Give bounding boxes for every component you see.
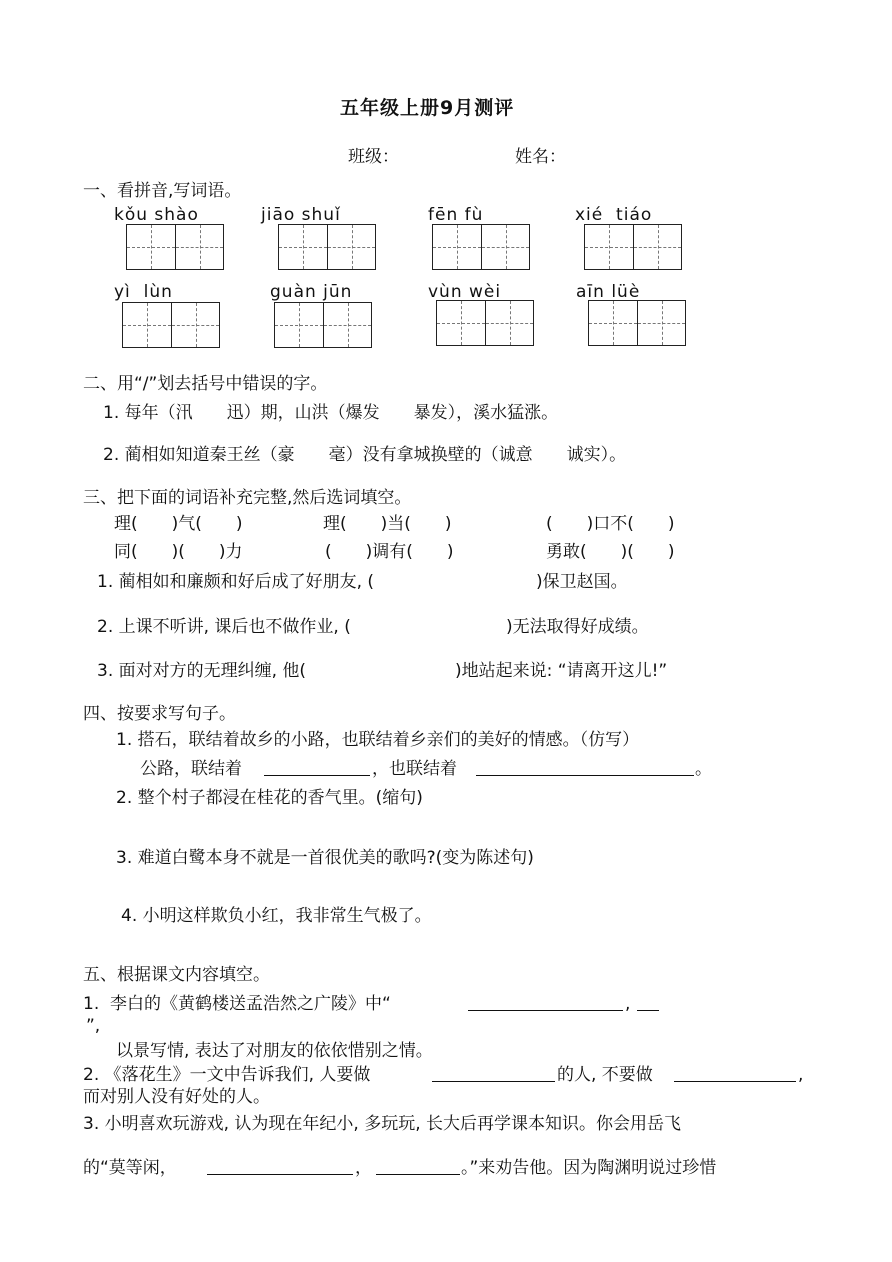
pinyin-1: kǒu shào: [114, 205, 199, 225]
sec2-question-1: 1. 每年（汛 迅）期，山洪（爆发 暴发），溪水猛涨。: [103, 403, 559, 423]
word-fill-6: 勇敢( )( ): [546, 542, 675, 562]
tianzige-1[interactable]: [126, 224, 224, 270]
section-5-heading: 五、根据课文内容填空。: [83, 965, 270, 985]
sec4-question-1: 1. 搭石，联结着故乡的小路，也联结着乡亲们的美好的情感。（仿写）: [116, 730, 640, 750]
pinyin-8: aīn lüè: [576, 282, 641, 302]
word-fill-2: 理( )当( ): [323, 514, 452, 534]
pinyin-3: fēn fù: [428, 205, 484, 225]
sec3-sentence-2-end: )无法取得好成绩。: [506, 617, 649, 637]
sec4-q1-prefix: 公路，联结着: [140, 759, 242, 779]
sec5-q1-comma: ,: [625, 994, 631, 1014]
sec5-q2-blank-2[interactable]: [674, 1063, 796, 1082]
sec5-q1-close: ”,: [86, 1016, 101, 1036]
pinyin-5: yì lùn: [114, 282, 173, 302]
sec5-q3-end: 。”来劝告他。因为陶渊明说过珍惜: [461, 1158, 717, 1178]
sec4-question-2: 2. 整个村子都浸在桂花的香气里。(缩句): [116, 788, 423, 808]
sec5-q3-start: 的“莫等闲，: [83, 1158, 177, 1178]
sec3-sentence-1-start: 1. 蔺相如和廉颇和好后成了好朋友, (: [97, 572, 375, 592]
pinyin-2: jiāo shuǐ: [261, 205, 341, 225]
section-1-heading: 一、看拼音,写词语。: [83, 181, 242, 201]
sec4-q1-blank-1[interactable]: [264, 757, 370, 776]
word-fill-4: 同( )( )力: [114, 542, 243, 562]
sec5-q1-blank-2[interactable]: [637, 992, 659, 1011]
sec3-sentence-3-start: 3. 面对对方的无理纠缠, 他(: [97, 661, 307, 681]
sec5-q1-blank-1[interactable]: [468, 992, 623, 1011]
sec3-sentence-1-end: )保卫赵国。: [536, 572, 628, 592]
sec5-q2-middle: 的人, 不要做: [557, 1065, 653, 1085]
class-label: 班级：: [348, 147, 399, 167]
sec5-q2-blank-1[interactable]: [432, 1063, 555, 1082]
sec5-q3-comma: ，: [355, 1158, 372, 1178]
sec5-q2-comma: ,: [798, 1065, 804, 1085]
name-label: 姓名：: [515, 147, 566, 167]
sec2-question-2: 2. 蔺相如知道秦王丝（豪 毫）没有拿城换壁的（诚意 诚实）。: [103, 445, 627, 465]
sec4-q1-end: 。: [695, 759, 712, 779]
sec5-q3-blank-2[interactable]: [376, 1156, 460, 1175]
sec5-q3-blank-1[interactable]: [207, 1156, 353, 1175]
pinyin-6: guàn jūn: [270, 282, 353, 302]
sec5-q3-line-1: 3. 小明喜欢玩游戏, 认为现在年纪小, 多玩玩, 长大后再学课本知识。你会用岳飞: [83, 1114, 682, 1134]
word-fill-1: 理( )气( ): [114, 514, 243, 534]
pinyin-7: vùn wèi: [428, 282, 502, 302]
tianzige-2[interactable]: [278, 224, 376, 270]
word-fill-5: ( )调有( ): [325, 542, 454, 562]
section-3-heading: 三、把下面的词语补充完整,然后选词填空。: [83, 488, 412, 508]
sec5-q2-start: 2. 《落花生》一文中告诉我们, 人要做: [83, 1065, 371, 1085]
sec4-question-4: 4. 小明这样欺负小红，我非常生气极了。: [121, 906, 432, 926]
section-2-heading: 二、用“/”划去括号中错误的字。: [83, 374, 328, 394]
pinyin-4: xié tiáo: [575, 205, 653, 225]
sec5-q2-end: 而对别人没有好处的人。: [83, 1087, 270, 1107]
sec4-q1-middle: ，也联结着: [372, 759, 457, 779]
sec3-sentence-2-start: 2. 上课不听讲, 课后也不做作业, (: [97, 617, 351, 637]
page-title: 五年级上册9月测评: [340, 97, 515, 119]
tianzige-7[interactable]: [436, 300, 534, 346]
tianzige-5[interactable]: [122, 302, 220, 348]
sec4-q1-blank-2[interactable]: [476, 757, 694, 776]
tianzige-4[interactable]: [584, 224, 682, 270]
tianzige-3[interactable]: [432, 224, 530, 270]
sec3-sentence-3-end: )地站起来说: “请离开这儿!”: [455, 661, 668, 681]
sec5-q1-end: 以景写情, 表达了对朋友的依依惜别之情。: [116, 1041, 433, 1061]
word-fill-3: ( )口不( ): [546, 514, 675, 534]
tianzige-8[interactable]: [588, 300, 686, 346]
sec4-question-3: 3. 难道白鹭本身不就是一首很优美的歌吗?(变为陈述句): [116, 848, 534, 868]
sec5-q1-start: 1. 李白的《黄鹤楼送孟浩然之广陵》中“: [83, 994, 391, 1014]
section-4-heading: 四、按要求写句子。: [83, 704, 236, 724]
tianzige-6[interactable]: [274, 302, 372, 348]
